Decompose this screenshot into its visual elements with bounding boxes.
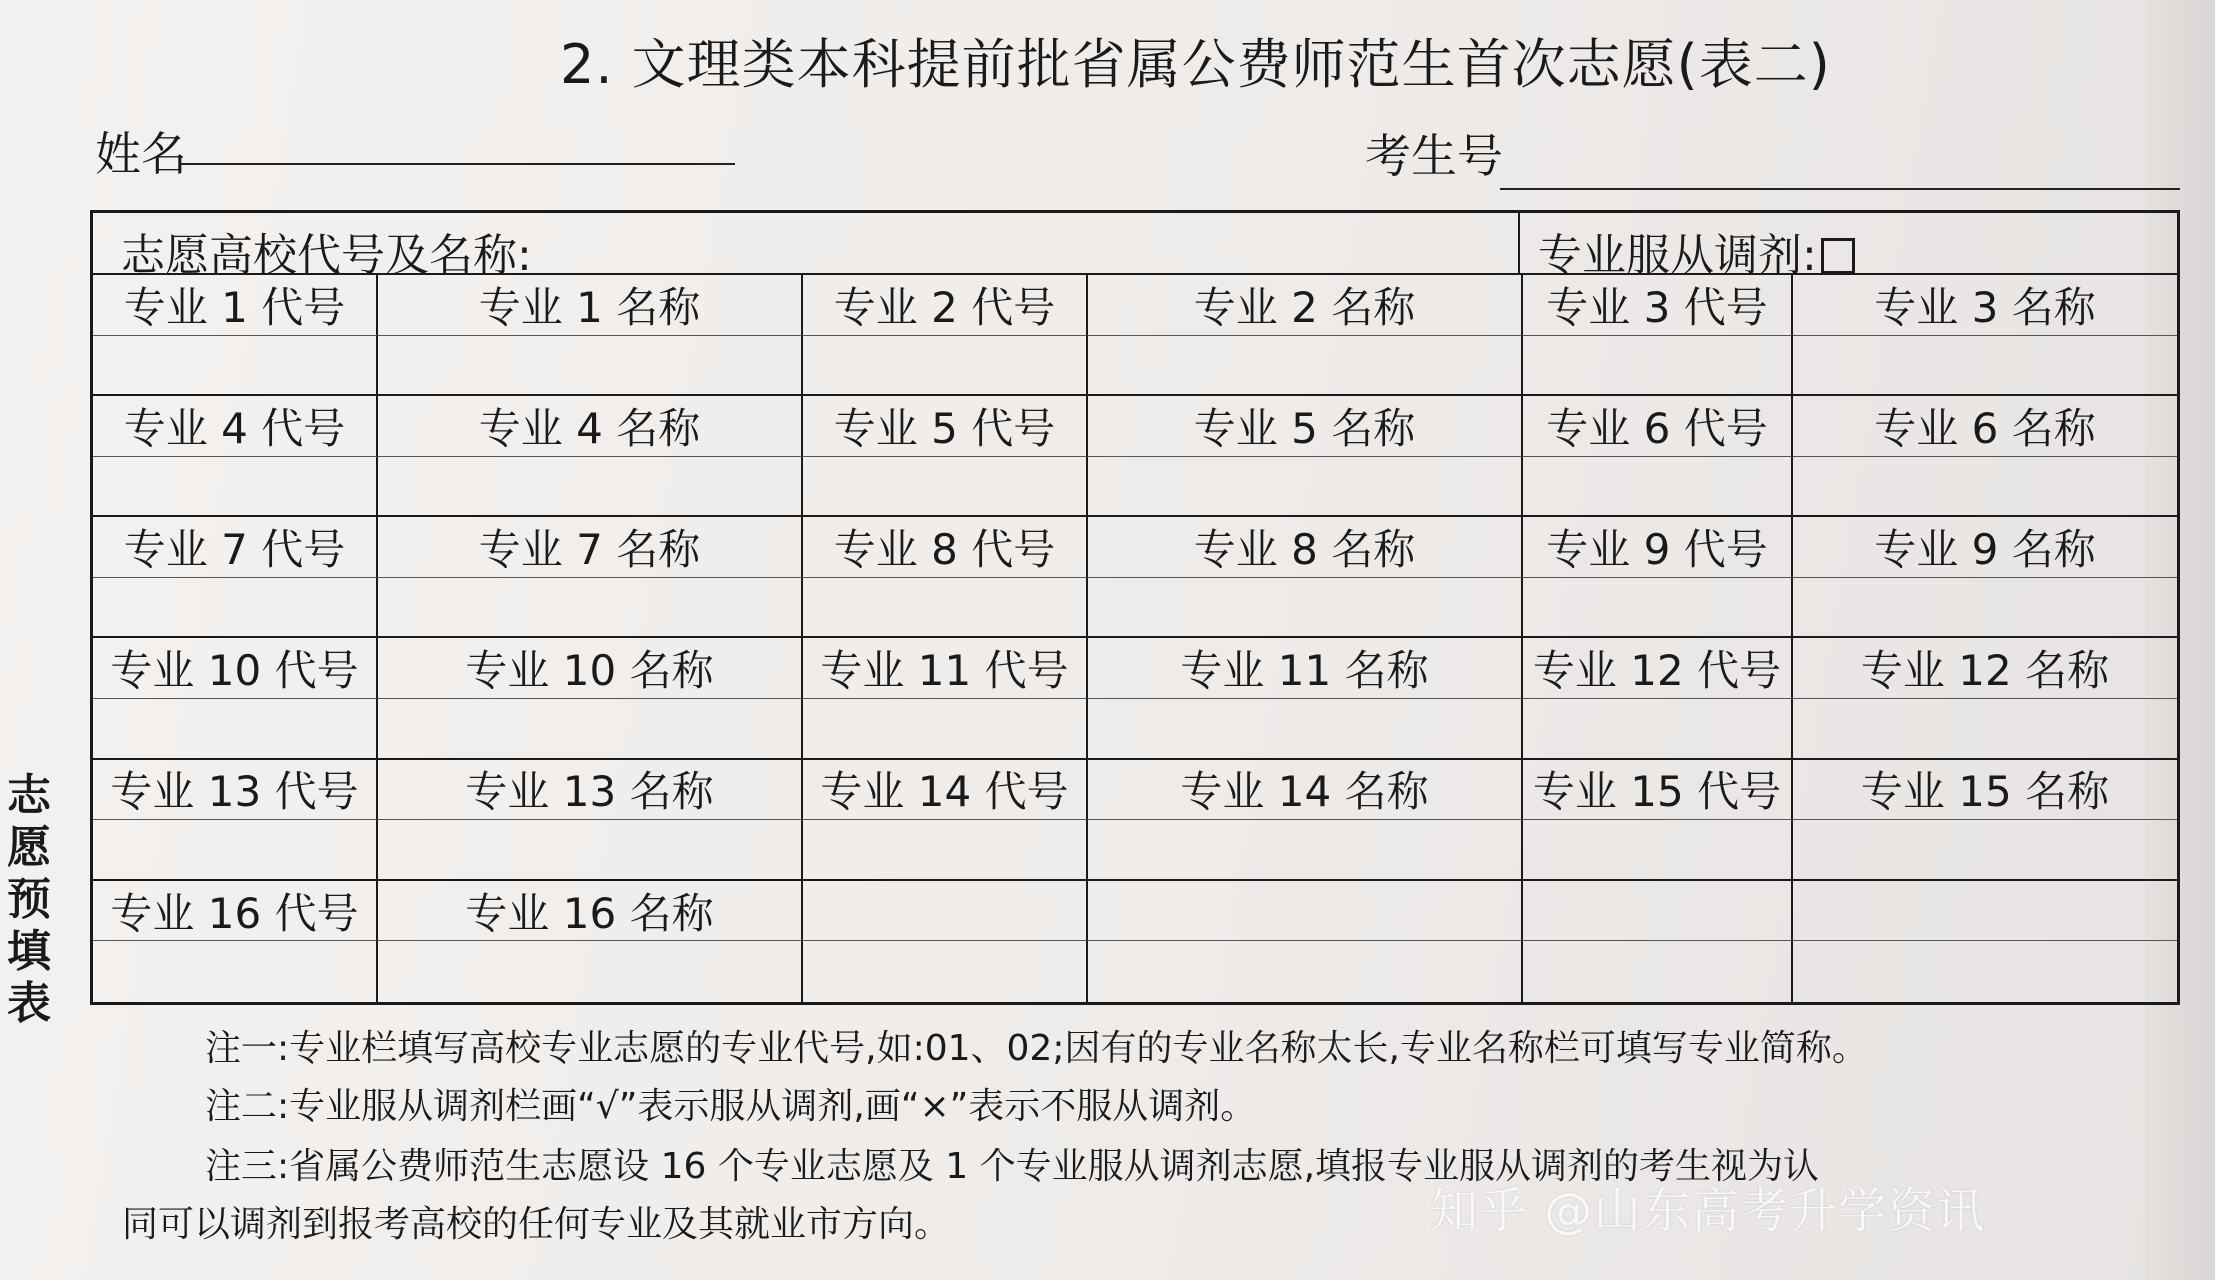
school-header-row xyxy=(93,213,2177,281)
major-entry-cell xyxy=(378,941,803,1002)
exam-number-label: 考生号 xyxy=(1365,129,1503,183)
major-label-cell: 专业 12 名称 xyxy=(1793,638,2177,699)
major-entry-cell xyxy=(803,578,1088,639)
major-entry-cell xyxy=(378,336,803,397)
major-entry-cell xyxy=(803,457,1088,518)
major-label-cell: 专业 4 代号 xyxy=(93,396,378,457)
major-entry-cell xyxy=(93,457,378,518)
note-3-continued: 同可以调剂到报考高校的任何专业及其就业市方向。 xyxy=(122,1204,951,1245)
major-entry-cell xyxy=(93,699,378,760)
major-label-cell: 专业 6 代号 xyxy=(1523,396,1793,457)
name-field-line xyxy=(180,163,735,165)
major-label-cell xyxy=(1088,881,1523,942)
major-entry-cell xyxy=(1088,820,1523,881)
major-entry-cell xyxy=(1523,336,1793,397)
major-entry-cell xyxy=(1793,457,2177,518)
major-entry-cell xyxy=(1793,820,2177,881)
major-label-cell xyxy=(1793,881,2177,942)
major-label-cell: 专业 11 名称 xyxy=(1088,638,1523,699)
major-label-cell: 专业 15 名称 xyxy=(1793,760,2177,821)
major-entry-cell xyxy=(803,941,1088,1002)
major-entry-cell xyxy=(1793,941,2177,1002)
major-label-cell: 专业 14 名称 xyxy=(1088,760,1523,821)
major-label-cell xyxy=(803,881,1088,942)
major-entry-cell xyxy=(803,336,1088,397)
note-3: 注三:省属公费师范生志愿设 16 个专业志愿及 1 个专业服从调剂志愿,填报专业服从调剂的考生视为认 xyxy=(205,1146,1820,1187)
side-tab-char: 填 xyxy=(7,926,51,977)
obey-adjustment-checkbox xyxy=(1821,238,1855,274)
note-1: 注一:专业栏填写高校专业志愿的专业代号,如:01、02;因有的专业名称太长,专业名称栏可填写专业简称。 xyxy=(205,1028,1868,1069)
major-label-cell: 专业 8 名称 xyxy=(1088,517,1523,578)
major-entry-cell xyxy=(1523,820,1793,881)
major-label-cell: 专业 12 代号 xyxy=(1523,638,1793,699)
note-2: 注二:专业服从调剂栏画“√”表示服从调剂,画“×”表示不服从调剂。 xyxy=(205,1086,1257,1127)
major-entry-cell xyxy=(803,820,1088,881)
watermark: 知乎 @山东高考升学资讯 xyxy=(1430,1183,1986,1239)
major-entry-cell xyxy=(1793,336,2177,397)
major-label-cell: 专业 5 名称 xyxy=(1088,396,1523,457)
major-label-cell: 专业 1 名称 xyxy=(378,275,803,336)
exam-number-field-line xyxy=(1500,188,2180,190)
major-entry-cell xyxy=(1523,457,1793,518)
major-label-cell: 专业 15 代号 xyxy=(1523,760,1793,821)
major-label-cell: 专业 13 代号 xyxy=(93,760,378,821)
major-entry-cell xyxy=(378,578,803,639)
major-entry-cell xyxy=(93,578,378,639)
major-entry-cell xyxy=(1088,336,1523,397)
major-entry-cell xyxy=(1088,941,1523,1002)
major-entry-cell xyxy=(1793,578,2177,639)
major-entry-cell xyxy=(1088,457,1523,518)
side-tab-char: 预 xyxy=(7,874,51,925)
side-tab-char: 志 xyxy=(7,770,51,821)
major-label-cell: 专业 11 代号 xyxy=(803,638,1088,699)
volunteer-form-table xyxy=(90,210,2180,1005)
major-entry-cell xyxy=(378,699,803,760)
major-label-cell: 专业 10 名称 xyxy=(378,638,803,699)
major-label-cell: 专业 10 代号 xyxy=(93,638,378,699)
major-entry-cell xyxy=(1088,699,1523,760)
obey-adjustment-text: 专业服从调剂: xyxy=(1538,230,1817,281)
major-label-cell: 专业 6 名称 xyxy=(1793,396,2177,457)
major-grid xyxy=(93,275,2177,1002)
major-entry-cell xyxy=(1523,578,1793,639)
major-entry-cell xyxy=(1088,578,1523,639)
major-label-cell: 专业 3 代号 xyxy=(1523,275,1793,336)
major-label-cell: 专业 16 名称 xyxy=(378,881,803,942)
major-label-cell: 专业 1 代号 xyxy=(93,275,378,336)
major-label-cell: 专业 7 代号 xyxy=(93,517,378,578)
major-entry-cell xyxy=(378,457,803,518)
major-label-cell: 专业 2 名称 xyxy=(1088,275,1523,336)
major-label-cell: 专业 9 名称 xyxy=(1793,517,2177,578)
header-divider xyxy=(1518,213,1520,275)
major-label-cell: 专业 16 代号 xyxy=(93,881,378,942)
major-entry-cell xyxy=(378,820,803,881)
school-code-name-label: 志愿高校代号及名称: xyxy=(121,230,532,281)
major-label-cell xyxy=(1523,881,1793,942)
form-title: 2. 文理类本科提前批省属公费师范生首次志愿(表二) xyxy=(560,33,1831,96)
major-entry-cell xyxy=(1523,941,1793,1002)
major-entry-cell xyxy=(1523,699,1793,760)
obey-adjustment-label xyxy=(1538,219,1855,283)
major-label-cell: 专业 2 代号 xyxy=(803,275,1088,336)
side-tab-char: 表 xyxy=(7,978,51,1029)
major-entry-cell xyxy=(93,941,378,1002)
major-entry-cell xyxy=(803,699,1088,760)
name-label: 姓名 xyxy=(95,127,187,181)
side-tab-char: 愿 xyxy=(7,822,51,873)
side-tab xyxy=(0,770,58,1030)
major-entry-cell xyxy=(93,336,378,397)
major-entry-cell xyxy=(93,820,378,881)
major-label-cell: 专业 9 代号 xyxy=(1523,517,1793,578)
major-label-cell: 专业 7 名称 xyxy=(378,517,803,578)
major-label-cell: 专业 5 代号 xyxy=(803,396,1088,457)
major-entry-cell xyxy=(1793,699,2177,760)
major-label-cell: 专业 8 代号 xyxy=(803,517,1088,578)
major-label-cell: 专业 14 代号 xyxy=(803,760,1088,821)
major-label-cell: 专业 4 名称 xyxy=(378,396,803,457)
major-label-cell: 专业 3 名称 xyxy=(1793,275,2177,336)
major-label-cell: 专业 13 名称 xyxy=(378,760,803,821)
